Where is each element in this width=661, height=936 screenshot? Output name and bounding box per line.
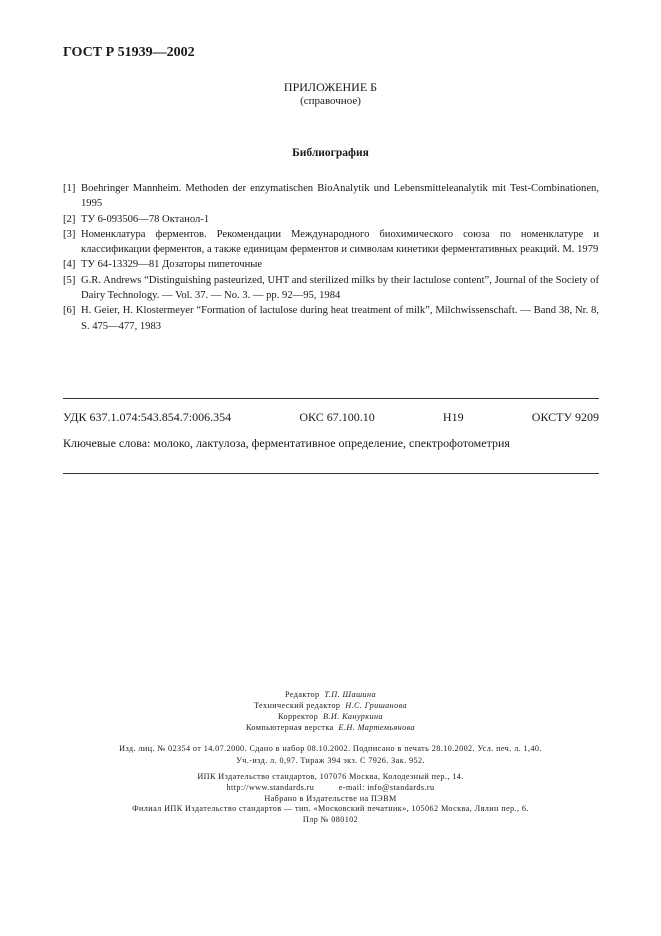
credit-line	[0, 711, 661, 722]
credits-block	[0, 689, 661, 733]
printing-line: Плр № 080102	[302, 815, 359, 825]
bibliography-item	[63, 227, 599, 258]
ref-number: [3]	[63, 228, 76, 240]
bibliography-title: Библиография	[292, 147, 369, 159]
divider-bottom	[63, 473, 599, 474]
ref-text: Boehringer Mannheim. Methoden der enzymatischen BioAnalytik und Lebensmitteleanalytik mit Test-Combinationen, 1995	[81, 183, 599, 210]
bibliography-item	[63, 273, 599, 304]
credit-name: В.И. Кануркина	[323, 712, 383, 721]
ref-number: [5]	[63, 274, 76, 286]
printing-line: ИПК Издательство стандартов, 107076 Москва, Колодезный пер., 14.	[197, 772, 464, 781]
ref-number: [6]	[63, 305, 76, 317]
credit-role: Редактор	[285, 690, 320, 699]
bibliography-item	[63, 303, 599, 334]
credit-role: Технический редактор	[253, 701, 341, 710]
publication-line: Изд. лиц. № 02354 от 14.07.2000. Сдано в набор 08.10.2002. Подписано в печать 28.10.2002. Усл. печ. л. 1,40.	[119, 744, 542, 753]
ref-text: H. Geier, H. Klostermeyer “Formation of lactulose during heat treatment of milk”, Milchwissenschaft. — Band 38, Nr. 8, S. 475—477, 1983	[81, 305, 599, 332]
bibliography-item	[63, 181, 599, 212]
credit-name: Т.П. Шашина	[324, 690, 376, 699]
bibliography-item	[63, 212, 599, 227]
ref-number: [1]	[63, 183, 76, 194]
oks-code: ОКС 67.100.10	[299, 410, 375, 424]
ref-number: [4]	[63, 259, 76, 271]
classification-row	[63, 410, 599, 425]
ref-text: ТУ 6-093506—78 Октанол-1	[81, 213, 210, 225]
divider-top	[63, 398, 599, 399]
credit-name: Н.С. Гришанова	[345, 701, 408, 710]
ref-text: G.R. Andrews “Distinguishing pasteurized, UHT and sterilized milks by their lactulose content”, Journal of the Society of Dairy Technology. — Vol. 37. — No. 3. — pp. 92—95, 1984	[81, 274, 599, 302]
appendix-subtitle: (справочное)	[300, 95, 361, 107]
group-code: Н19	[442, 410, 464, 424]
credit-line	[0, 722, 661, 733]
bibliography-list	[63, 181, 599, 334]
standard-code: ГОСТ Р 51939—2002	[63, 45, 195, 60]
ref-text: Номенклатура ферментов. Рекомендации Международного биохимического союза по номенклатуре и классификации ферментов, а также единицам ферментов и символам кинетики ферментативных реакций. М. 1979	[81, 228, 599, 256]
credit-line	[0, 689, 661, 700]
printing-line: Набрано в Издательстве на ПЭВМ	[264, 793, 397, 803]
printing-line: Филиал ИПК Издательство стандартов — тип. «Московский печатник», 105062 Москва, Лялин пер., 6.	[132, 804, 529, 814]
appendix-title: ПРИЛОЖЕНИЕ Б	[283, 80, 378, 94]
credit-line	[0, 700, 661, 711]
okstu-code: ОКСТУ 9209	[531, 410, 599, 424]
udk-code: УДК 637.1.074:543.854.7:006.354	[63, 410, 232, 424]
credit-role: Компьютерная верстка	[245, 723, 334, 732]
publication-line: Уч.-изд. л. 0,97. Тираж 394 экз. С 7926. Зак. 952.	[236, 756, 425, 765]
keywords: Ключевые слова: молоко, лактулоза, ферментативное определение, спектрофотометрия	[63, 436, 510, 450]
ref-number: [2]	[63, 213, 76, 225]
publication-info	[0, 743, 661, 767]
credit-role: Корректор	[278, 712, 319, 721]
printing-info	[0, 772, 661, 826]
bibliography-item	[63, 257, 599, 272]
ref-text: ТУ 64-13329—81 Дозаторы пипеточные	[81, 259, 263, 271]
credit-name: Е.Н. Мартемьянова	[338, 723, 416, 732]
printing-line: http://www.standards.ru e-mail: info@standards.ru	[226, 782, 435, 792]
